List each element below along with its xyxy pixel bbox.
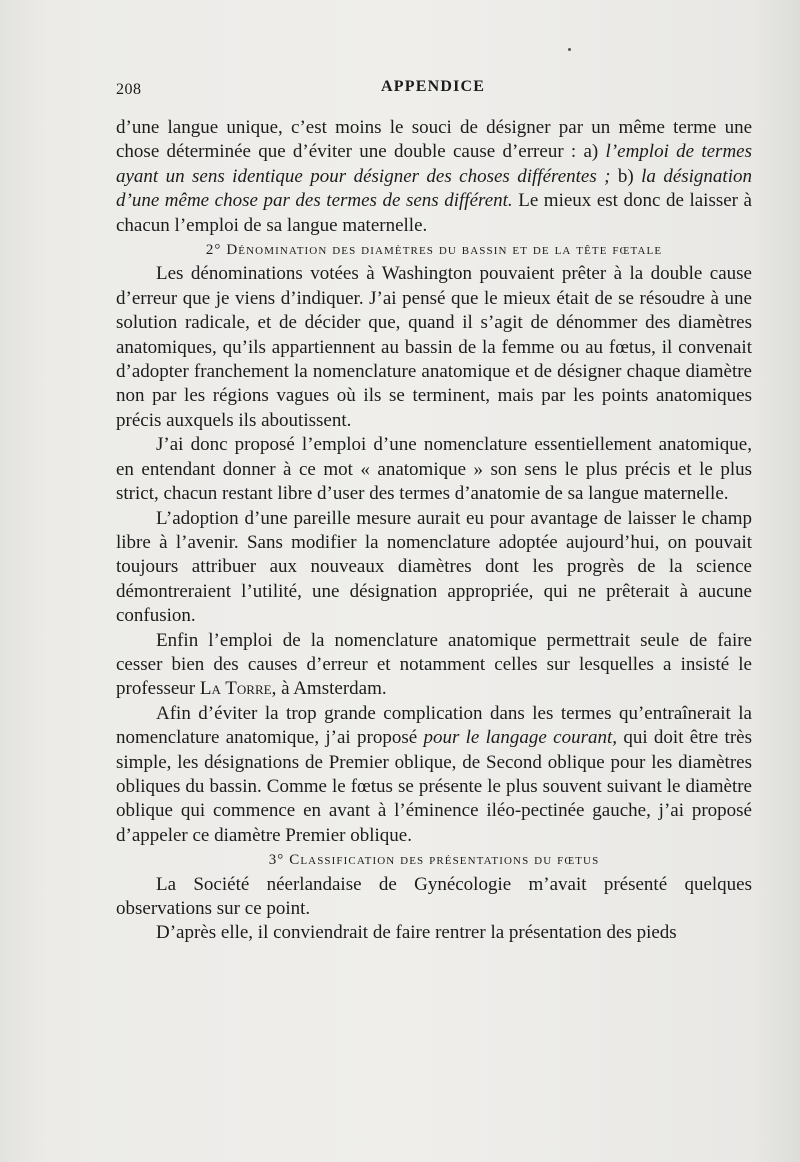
- paragraph-1-text-b: b): [610, 165, 642, 187]
- body-text: [116, 116, 752, 946]
- paragraph-6-text-b: qui doit être très simple, les désignations de Premier oblique, de Second oblique pour les diamètres obliques du bassin. Comme le fœtus se présente le plus souvent suivant le diamètre oblique qui commence en avant à l’éminence iléo-pectinée gauche, j’ai proposé d’appeler ce diamètre Premier oblique.: [116, 727, 752, 846]
- paragraph-4: L’adoption d’une pareille mesure aurait eu pour avantage de laisser le champ libre à l’avenir. Sans modifier la nomenclature adoptée aujourd’hui, on pouvait toujours attribuer aux nouveaux diamètres dont les progrès de la science démontreraient l’utilité, une désignation appropriée, qui ne prêterait à aucune confusion.: [116, 507, 752, 627]
- paragraph-5-text-a: Enfin l’emploi de la nomenclature anatomique permettrait seule de faire cesser bien des causes d’erreur et notamment celles sur lesquelles a insisté le professeur: [116, 629, 752, 700]
- person-name: La Torre: [199, 678, 272, 700]
- page-header: [116, 78, 752, 100]
- paragraph-3: J’ai donc proposé l’emploi d’une nomenclature essentiellement anatomique, en entendant donner à ce mot « anatomique » son sens le plus précis et le plus strict, chacun restant libre d’user des termes d’anatomie de sa langue maternelle.: [116, 434, 752, 505]
- paragraph-1-text-c: Le mieux est donc de laisser à chacun l’emploi de sa langue maternelle.: [116, 190, 752, 236]
- section-heading-2: 2° Dénomination des diamètres du bassin et de la tête fœtale: [205, 242, 663, 259]
- paragraph-7: La Société néerlandaise de Gynécologie m’avait présenté quelques observations sur ce point.: [116, 873, 752, 919]
- paragraph-1-text-a: d’une langue unique, c’est moins le souci de désigner par un même terme une chose déterminée que d’éviter une double cause d’erreur : a): [116, 117, 752, 163]
- paragraph-1-italic-a: l’emploi de termes ayant un sens identique pour désigner des choses différentes ;: [116, 141, 752, 187]
- paragraph-1-italic-b: la désignation d’une même chose par des termes de sens différent.: [116, 165, 752, 212]
- running-title: APPENDICE: [381, 78, 486, 95]
- paragraph-8: D’après elle, il conviendrait de faire rentrer la présentation des pieds: [156, 922, 677, 944]
- page-number: 208: [116, 81, 142, 98]
- paragraph-2: Les dénominations votées à Washington pouvaient prêter à la double cause d’erreur que je viens d’indiquer. J’ai pensé que le mieux était de se résoudre à une solution radicale, et de décider que, quand il s’agit de dénommer des diamètres anatomiques, qu’ils appartiennent au bassin de la femme ou au fœtus, il convenait d’adopter franchement la nomenclature anatomique et de désigner chaque diamètre non par les régions vagues où ils se terminent, mais par les points anatomiques précis auxquels ils aboutissent.: [116, 263, 752, 431]
- paragraph-6-text-a: Afin d’éviter la trop grande complication dans les termes qu’entraînerait la nomenclature anatomique, j’ai proposé: [116, 702, 752, 749]
- paragraph-1: [116, 116, 752, 238]
- paragraph-6: [116, 702, 752, 848]
- section-heading-3: 3° Classification des présentations du fœtus: [268, 852, 600, 869]
- print-speck: [568, 48, 571, 51]
- paragraph-5: [116, 629, 752, 702]
- paragraph-6-italic: pour le langage courant,: [423, 727, 618, 749]
- paragraph-5-text-b: , à Amsterdam.: [271, 678, 387, 700]
